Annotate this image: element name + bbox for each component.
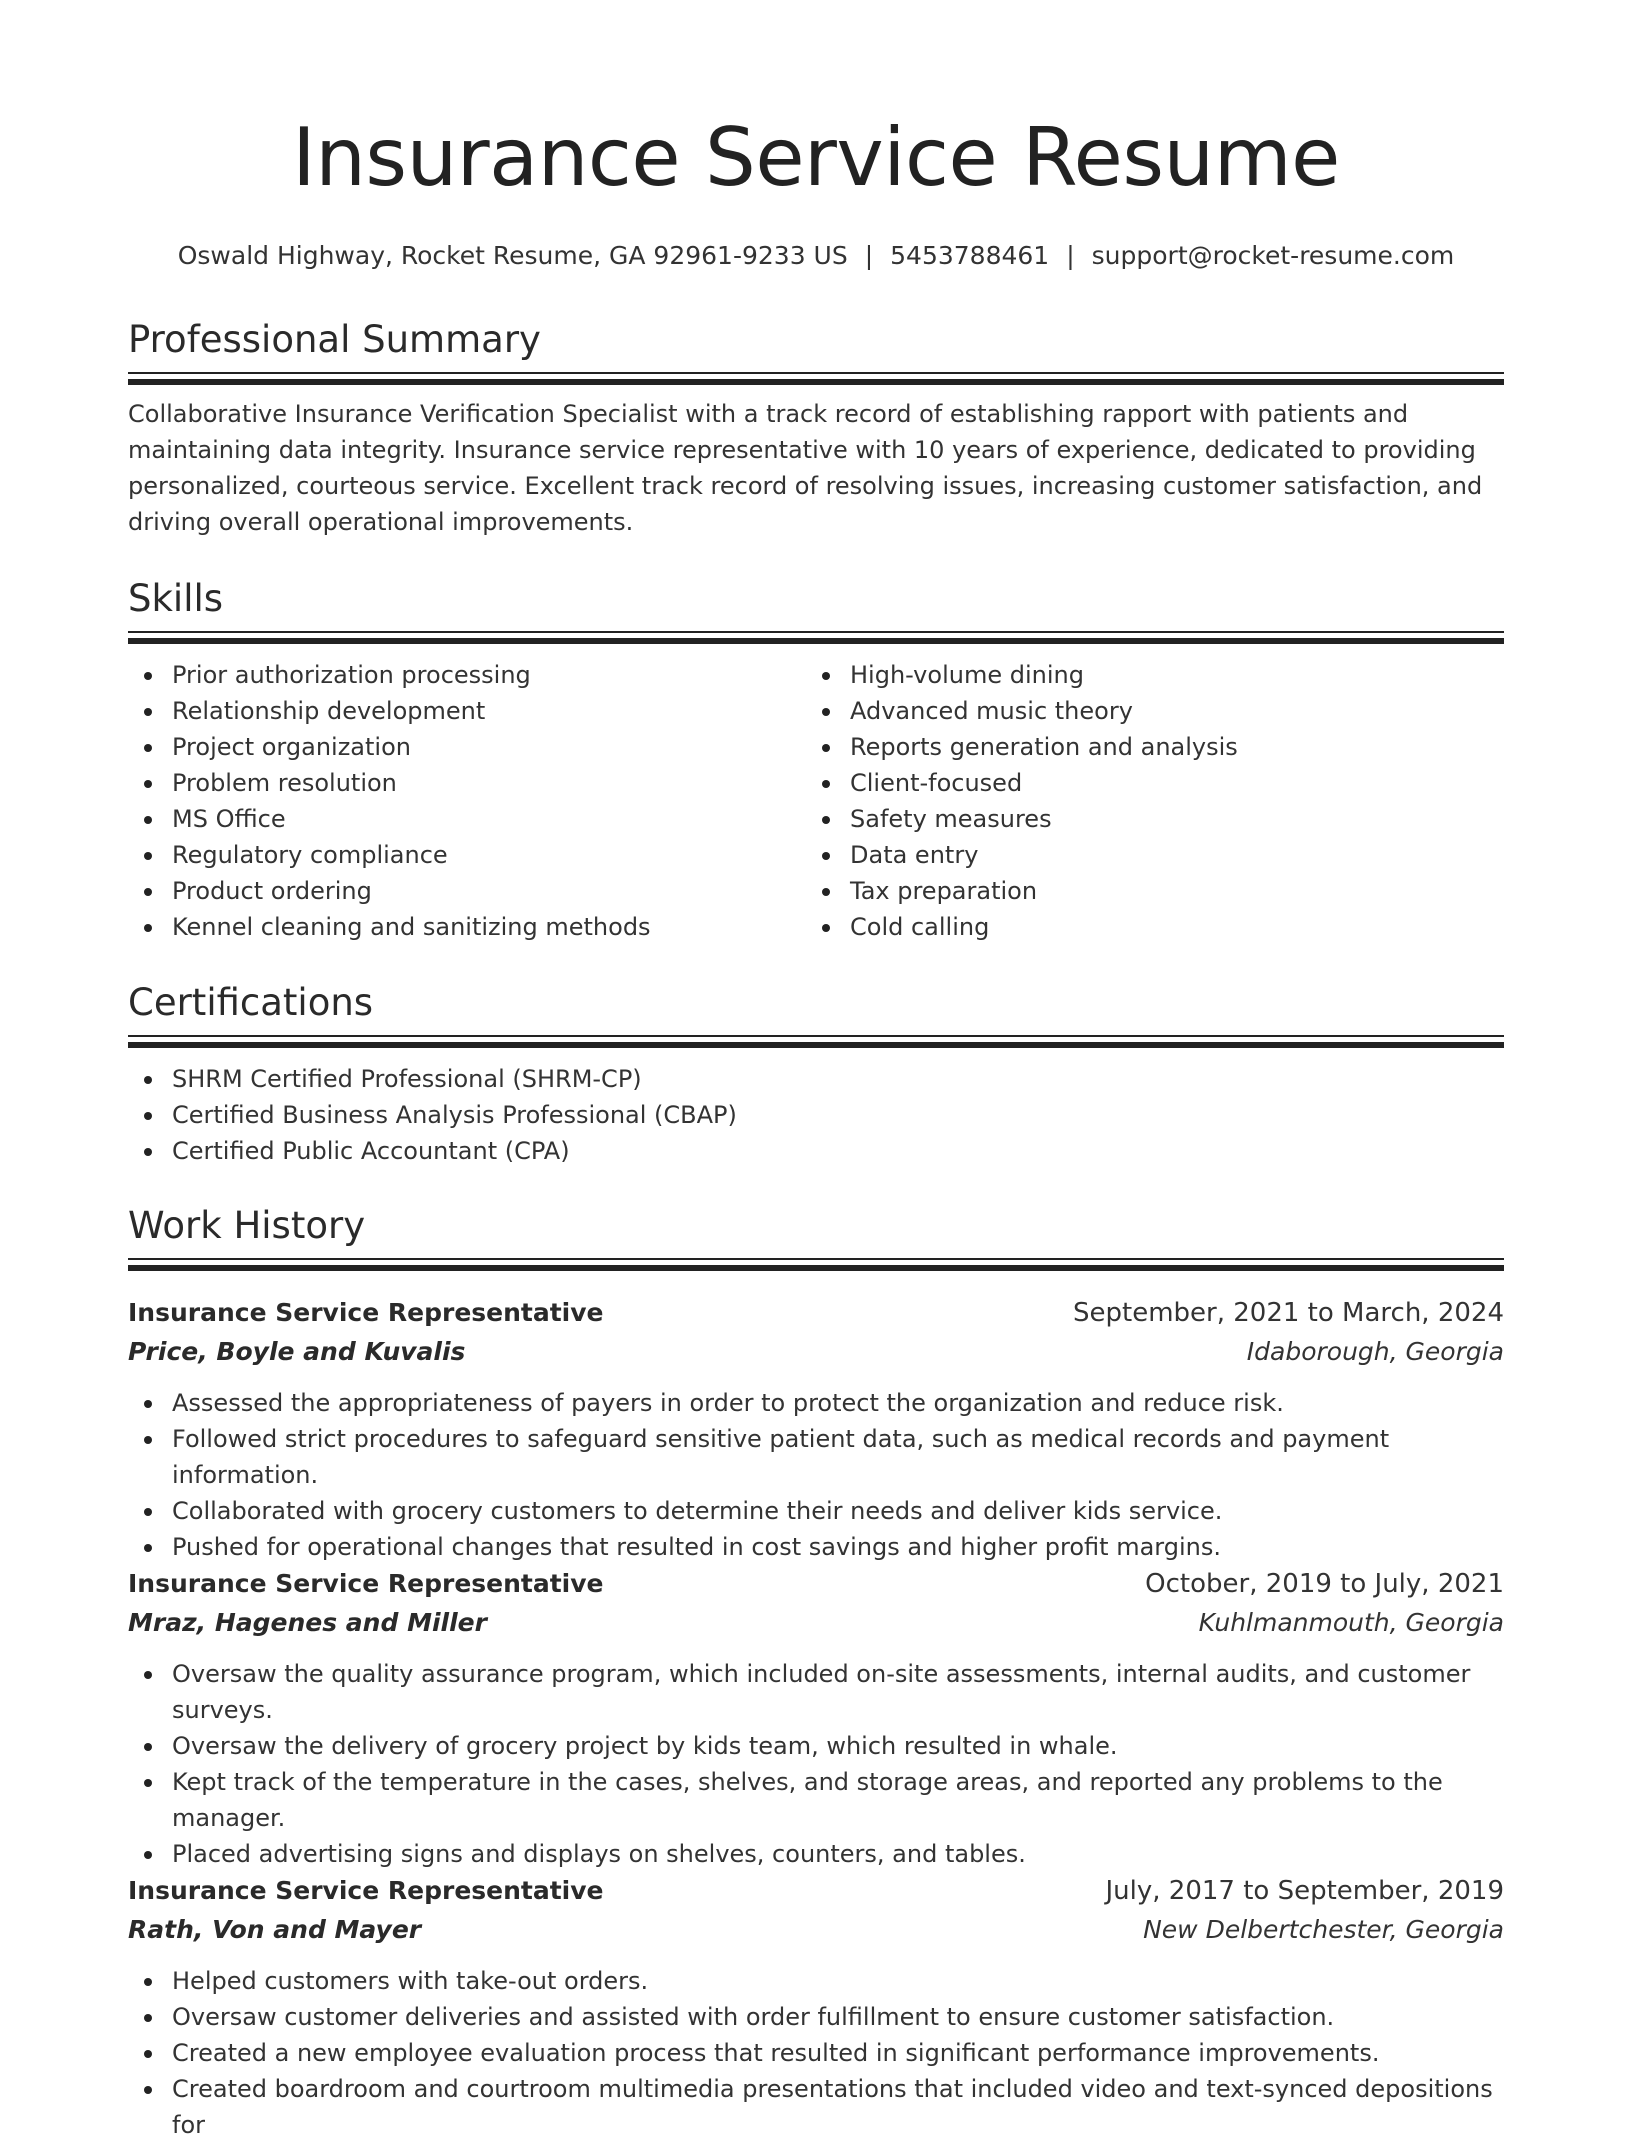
contact-phone: 5453788461 — [890, 241, 1050, 270]
job-bullet: Placed advertising signs and displays on shelves, counters, and tables. — [172, 1836, 1504, 1872]
skill-item: Advanced music theory — [850, 693, 1484, 729]
job-bullet: Helped customers with take-out orders. — [172, 1963, 1504, 1999]
job-company: Rath, Von and Mayer — [128, 1915, 422, 1944]
job-title: Insurance Service Representative — [128, 1298, 604, 1327]
section-heading-work-history: Work History — [128, 1204, 366, 1247]
summary-text: Collaborative Insurance Verification Specialist with a track record of establishing rapport with patients and maintaining data integrity. Insurance service representative with 10 years of experience, dedicated to providing personalized, courteous service. Excellent track record of resolving issues, increasing customer satisfaction, and driving overall operational improvements. — [128, 400, 1483, 536]
contact-separator: | — [864, 241, 874, 270]
job-bullet: Oversaw customer deliveries and assisted with order fulfillment to ensure customer satisfaction. — [172, 1999, 1504, 2035]
skills-column-right — [806, 657, 1484, 945]
job-dates: October, 2019 to July, 2021 — [1145, 1569, 1504, 1599]
job-dates: July, 2017 to September, 2019 — [1105, 1876, 1504, 1906]
job-title: Insurance Service Representative — [128, 1569, 604, 1598]
job-entry — [128, 1293, 1504, 1565]
job-dates: September, 2021 to March, 2024 — [1073, 1298, 1504, 1328]
skill-item: Tax preparation — [850, 873, 1484, 909]
certifications-list — [128, 1061, 1504, 1169]
job-location: Idaborough, Georgia — [1246, 1337, 1504, 1366]
summary-section — [128, 318, 1504, 540]
certification-item: Certified Business Analysis Professional (CBAP) — [172, 1097, 1504, 1133]
skill-item: Cold calling — [850, 909, 1484, 945]
skill-item: Client-focused — [850, 765, 1484, 801]
job-bullets — [128, 1656, 1504, 1872]
skills-list-left — [128, 657, 806, 945]
job-bullet: Oversaw the delivery of grocery project by kids team, which resulted in whale. — [172, 1728, 1504, 1764]
skill-item: Safety measures — [850, 801, 1484, 837]
section-heading-summary: Professional Summary — [128, 318, 541, 361]
job-company: Mraz, Hagenes and Miller — [128, 1608, 487, 1637]
job-bullet: Created boardroom and courtroom multimedia presentations that included video and text-synced depositions for — [172, 2071, 1504, 2143]
job-header-row — [128, 1293, 1504, 1333]
certifications-section — [128, 981, 1504, 1169]
skills-section — [128, 577, 1504, 945]
skill-item: Kennel cleaning and sanitizing methods — [172, 909, 806, 945]
job-bullet: Collaborated with grocery customers to determine their needs and deliver kids service. — [172, 1493, 1504, 1529]
skills-columns — [128, 657, 1504, 945]
job-entry — [128, 1564, 1504, 1872]
skills-list-right — [806, 657, 1484, 945]
certification-item: Certified Public Accountant (CPA) — [172, 1133, 1504, 1169]
job-company-row — [128, 1911, 1504, 1949]
contact-email: support@rocket-resume.com — [1091, 241, 1455, 270]
job-company-row — [128, 1333, 1504, 1371]
contact-address: Oswald Highway, Rocket Resume, GA 92961-9233 US — [177, 241, 848, 270]
job-bullet: Oversaw the quality assurance program, which included on-site assessments, internal audits, and customer surveys. — [172, 1656, 1504, 1728]
job-bullets — [128, 1963, 1504, 2143]
skill-item: Prior authorization processing — [172, 657, 806, 693]
skill-item: Reports generation and analysis — [850, 729, 1484, 765]
contact-line — [128, 241, 1504, 271]
job-location: Kuhlmanmouth, Georgia — [1198, 1608, 1504, 1637]
skill-item: Regulatory compliance — [172, 837, 806, 873]
skill-item: Relationship development — [172, 693, 806, 729]
job-company: Price, Boyle and Kuvalis — [128, 1337, 466, 1366]
job-title: Insurance Service Representative — [128, 1876, 604, 1905]
section-heading-certifications: Certifications — [128, 981, 374, 1024]
section-divider — [128, 1258, 1504, 1272]
job-bullet: Followed strict procedures to safeguard sensitive patient data, such as medical records and payment information. — [172, 1421, 1504, 1493]
section-divider — [128, 372, 1504, 386]
job-bullets — [128, 1385, 1504, 1565]
section-divider — [128, 1035, 1504, 1049]
certification-item: SHRM Certified Professional (SHRM-CP) — [172, 1061, 1504, 1097]
job-company-row — [128, 1604, 1504, 1642]
skills-column-left — [128, 657, 806, 945]
resume-title: Insurance Service Resume — [292, 111, 1340, 204]
skill-item: Problem resolution — [172, 765, 806, 801]
skill-item: MS Office — [172, 801, 806, 837]
work-history-section — [128, 1204, 1504, 1272]
job-header-row — [128, 1871, 1504, 1911]
contact-separator: | — [1066, 241, 1075, 270]
job-bullet: Assessed the appropriateness of payers in order to protect the organization and reduce risk. — [172, 1385, 1504, 1421]
skill-item: Project organization — [172, 729, 806, 765]
section-heading-skills: Skills — [128, 577, 224, 620]
job-bullet: Pushed for operational changes that resulted in cost savings and higher profit margins. — [172, 1529, 1504, 1565]
job-bullet: Kept track of the temperature in the cases, shelves, and storage areas, and reported any problems to the manager. — [172, 1764, 1504, 1836]
skill-item: High-volume dining — [850, 657, 1484, 693]
skill-item: Data entry — [850, 837, 1484, 873]
job-header-row — [128, 1564, 1504, 1604]
job-entry — [128, 1871, 1504, 2143]
section-divider — [128, 631, 1504, 645]
job-bullet: Created a new employee evaluation process that resulted in significant performance improvements. — [172, 2035, 1504, 2071]
skill-item: Product ordering — [172, 873, 806, 909]
job-location: New Delbertchester, Georgia — [1143, 1915, 1504, 1944]
